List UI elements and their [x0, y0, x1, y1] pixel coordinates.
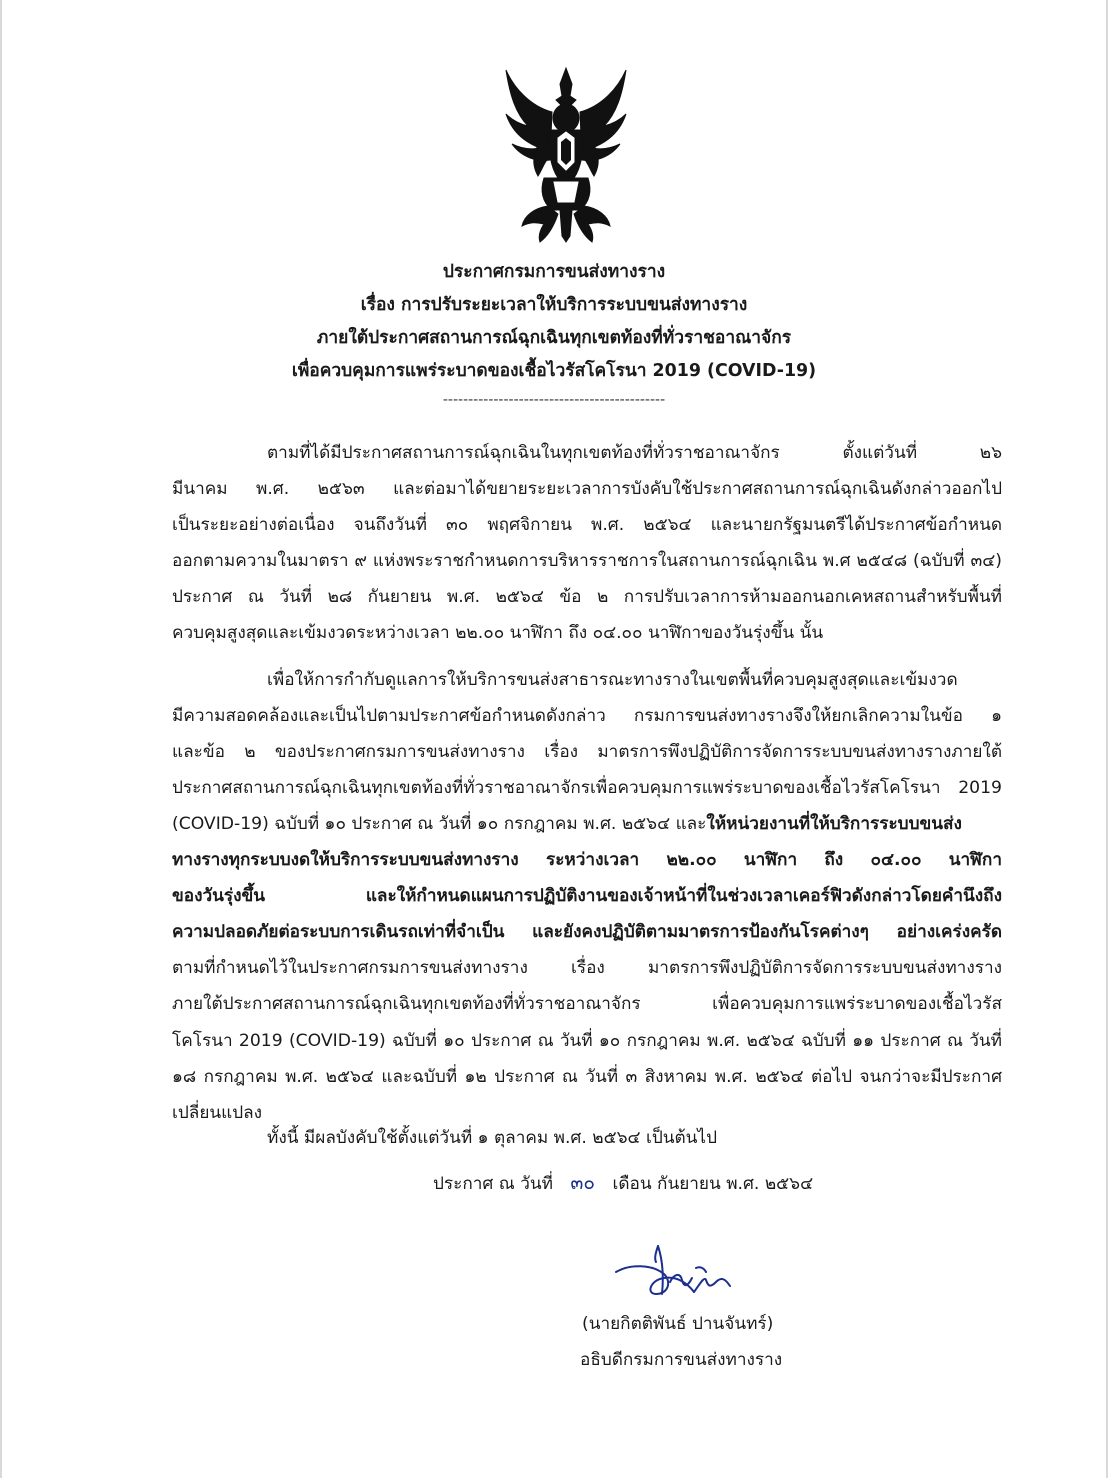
header-divider: -------------------------------------------- [442, 392, 666, 408]
bold-text: ให้หน่วยงานที่ให้บริการระบบขนส่ง [706, 813, 962, 834]
paragraph-line: ตามที่กำหนดไว้ในประกาศกรมการขนส่งทางราง เรื่อง มาตรการพึงปฏิบัติการจัดการระบบขนส่งทางราง [172, 958, 1002, 979]
handwritten-signature-icon [612, 1238, 742, 1308]
paragraph-line: และข้อ ๒ ของประกาศกรมการขนส่งทางราง เรื่อง มาตรการพึงปฏิบัติการจัดการระบบขนส่งทางรางภายใต้ [172, 741, 1002, 762]
paragraph-line: ออกตามความในมาตรา ๙ แห่งพระราชกำหนดการบริหารราชการในสถานการณ์ฉุกเฉิน พ.ศ ๒๕๔๘ (ฉบับที่ ๓๔) [172, 551, 1002, 572]
garuda-emblem-icon [500, 66, 632, 244]
header-line: ภายใต้ประกาศสถานการณ์ฉุกเฉินทุกเขตท้องที่ทั่วราชอาณาจักร [316, 328, 792, 348]
paragraph-line: มีนาคม พ.ศ. ๒๕๖๓ และต่อมาได้ขยายระยะเวลาการบังคับใช้ประกาศสถานการณ์ฉุกเฉินดังกล่าวออกไป [172, 479, 1002, 500]
header-line: ประกาศกรมการขนส่งทางราง [442, 262, 666, 282]
effective-date-paragraph: ทั้งนี้ มีผลบังคับใช้ตั้งแต่วันที่ ๑ ตุลาคม พ.ศ. ๒๕๖๔ เป็นต้นไป [267, 1128, 717, 1148]
signer-name: (นายกิตติพันธ์ ปานจันทร์) [582, 1314, 774, 1334]
paragraph-line: ประกาศ ณ วันที่ ๒๘ กันยายน พ.ศ. ๒๕๖๔ ข้อ ๒ การปรับเวลาการห้ามออกนอกเคหสถานสำหรับพื้นที่ [172, 587, 1002, 608]
announcement-date [433, 1165, 813, 1202]
paragraph-line: ตามที่ได้มีประกาศสถานการณ์ฉุกเฉินในทุกเขตท้องที่ทั่วราชอาณาจักร ตั้งแต่วันที่ ๒๖ [267, 443, 1002, 463]
bold-paragraph-line: ของวันรุ่งขึ้น และให้กำหนดแผนการปฏิบัติงานของเจ้าหน้าที่ในช่วงเวลาเคอร์ฟิวดังกล่าวโดยคำนึงถึง [172, 886, 1002, 907]
paragraph-line: เพื่อให้การกำกับดูแลการให้บริการขนส่งสาธารณะทางรางในเขตพื้นที่ควบคุมสูงสุดและเข้มงวด [267, 669, 958, 690]
paragraph-line: มีความสอดคล้องและเป็นไปตามประกาศข้อกำหนดดังกล่าว กรมการขนส่งทางรางจึงให้ยกเลิกความในข้อ ๑ [172, 705, 1002, 726]
announcement-header [0, 256, 1108, 388]
header-line: เพื่อควบคุมการแพร่ระบาดของเชื้อไวรัสโคโรนา 2019 (COVID-19) [291, 361, 817, 381]
paragraph-text: (COVID-19) ฉบับที่ ๑๐ ประกาศ ณ วันที่ ๑๐ กรกฎาคม พ.ศ. ๒๕๖๔ และ [172, 813, 707, 834]
paragraph-1 [172, 435, 1002, 652]
paragraph-2 [172, 662, 1002, 1131]
announcement-body [172, 435, 1002, 1131]
signer-title: อธิบดีกรมการขนส่งทางราง [580, 1350, 783, 1370]
paragraph-line: เปลี่ยนแปลง [172, 1102, 263, 1123]
paragraph-line: ภายใต้ประกาศสถานการณ์ฉุกเฉินทุกเขตท้องที่ทั่วราชอาณาจักร เพื่อควบคุมการแพร่ระบาดของเชื้อไวรัส [172, 994, 1002, 1015]
paragraph-line: โคโรนา 2019 (COVID-19) ฉบับที่ ๑๐ ประกาศ ณ วันที่ ๑๐ กรกฎาคม พ.ศ. ๒๕๖๔ ฉบับที่ ๑๑ ประกาศ ณ วันที่ [172, 1030, 1002, 1051]
paragraph-line: ๑๘ กรกฎาคม พ.ศ. ๒๕๖๔ และฉบับที่ ๑๒ ประกาศ ณ วันที่ ๓ สิงหาคม พ.ศ. ๒๕๖๔ ต่อไป จนกว่าจะมีประกาศ [172, 1066, 1002, 1087]
date-suffix: เดือน กันยายน พ.ศ. ๒๕๖๔ [612, 1174, 814, 1194]
paragraph-line: ประกาศสถานการณ์ฉุกเฉินทุกเขตท้องที่ทั่วราชอาณาจักรเพื่อควบคุมการแพร่ระบาดของเชื้อไวรัสโคโรนา 2019 [172, 777, 1002, 798]
bold-paragraph-line: ความปลอดภัยต่อระบบการเดินรถเท่าที่จำเป็น และยังคงปฏิบัติตามมาตรการป้องกันโรคต่างๆ อย่างเคร่งครัด [172, 922, 1002, 943]
date-prefix: ประกาศ ณ วันที่ [433, 1174, 553, 1194]
paragraph-line: เป็นระยะอย่างต่อเนื่อง จนถึงวันที่ ๓๐ พฤศจิกายน พ.ศ. ๒๕๖๔ และนายกรัฐมนตรีได้ประกาศข้อกำหนด [172, 515, 1002, 536]
paragraph-line: ควบคุมสูงสุดและเข้มงวดระหว่างเวลา ๒๒.๐๐ นาฬิกา ถึง ๐๔.๐๐ นาฬิกาของวันรุ่งขึ้น นั้น [172, 623, 824, 644]
paragraph-line-mixed [172, 806, 1002, 842]
date-day-handwritten: ๓๐ [570, 1172, 596, 1194]
bold-paragraph-line: ทางรางทุกระบบงดให้บริการระบบขนส่งทางราง ระหว่างเวลา ๒๒.๐๐ นาฬิกา ถึง ๐๔.๐๐ นาฬิกา [172, 850, 1002, 871]
header-line: เรื่อง การปรับระยะเวลาให้บริการระบบขนส่งทางราง [360, 295, 748, 315]
